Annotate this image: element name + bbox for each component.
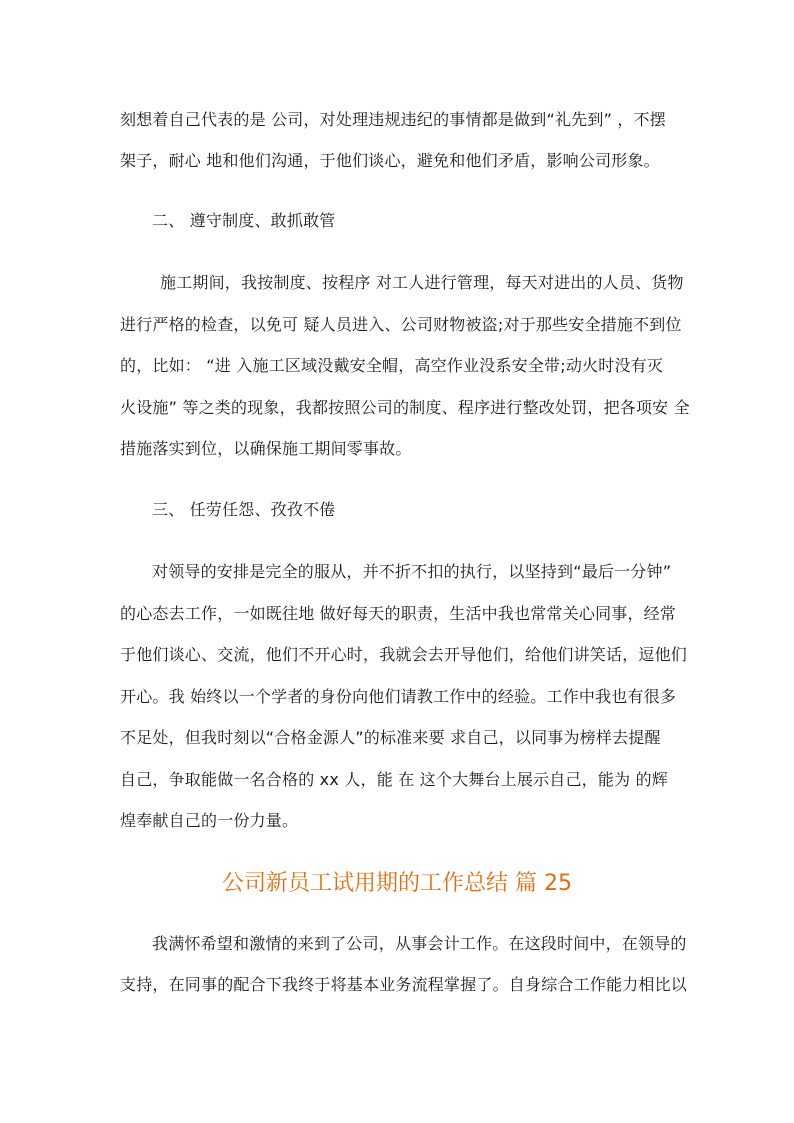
paragraph-line: 自己，争取能做一名合格的 xx 人，能 在 这个大舞台上展示自己，能为 的辉	[120, 770, 668, 789]
paragraph-line: 措施落实到位，以确保施工期间零事故。	[120, 439, 412, 458]
paragraph-line: 对领导的安排是完全的服从，并不折不扣的执行，以坚持到“最后一分钟”	[152, 562, 672, 581]
paragraph-line: 的心态去工作，一如既往地 做好每天的职责，生活中我也常常关心同事，经常	[120, 604, 677, 623]
paragraph-line: 煌奉献自己的一份力量。	[120, 811, 299, 830]
paragraph-line: 刻想着自己代表的是 公司，对处理违规违纪的事情都是做到“礼先到” ，不摆	[120, 110, 666, 129]
paragraph-line: 进行严格的检查，以免可 疑人员进入、公司财物被盗;对于那些安全措施不到位	[120, 315, 682, 334]
paragraph-line: 我满怀希望和激情的来到了公司，从事会计工作。在这段时间中，在领导的	[152, 934, 687, 953]
paragraph-line: 火设施” 等之类的现象，我都按照公司的制度、程序进行整改处罚，把各项安 全	[120, 398, 690, 417]
paragraph-line: 支持，在同事的配合下我终于将基本业务流程掌握了。自身综合工作能力相比以	[120, 975, 688, 994]
section-title: 二、 遵守制度、敢抓敢管	[152, 211, 336, 230]
article-heading: 公司新员工试用期的工作总结 篇 25	[222, 871, 572, 896]
paragraph-line: 架子，耐心 地和他们沟通，于他们谈心，避免和他们矛盾，影响公司形象。	[120, 151, 660, 170]
paragraph-line: 不足处，但我时刻以“合格金源人”的标准来要 求自己，以同事为榜样去提醒	[120, 728, 661, 747]
section-title: 三、 任劳任怨、孜孜不倦	[152, 500, 336, 519]
paragraph-line: 施工期间，我按制度、按程序 对工人进行管理，每天对进出的人员、货物	[160, 273, 684, 292]
paragraph-line: 的，比如： “进 入施工区域没戴安全帽，高空作业没系安全带;动火时没有灭	[120, 356, 664, 375]
paragraph-line: 开心。我 始终以一个学者的身份向他们请教工作中的经验。工作中我也有很多	[120, 687, 677, 706]
paragraph-line: 于他们谈心、交流，他们不开心时，我就会去开导他们，给他们讲笑话，逗他们	[120, 645, 688, 664]
